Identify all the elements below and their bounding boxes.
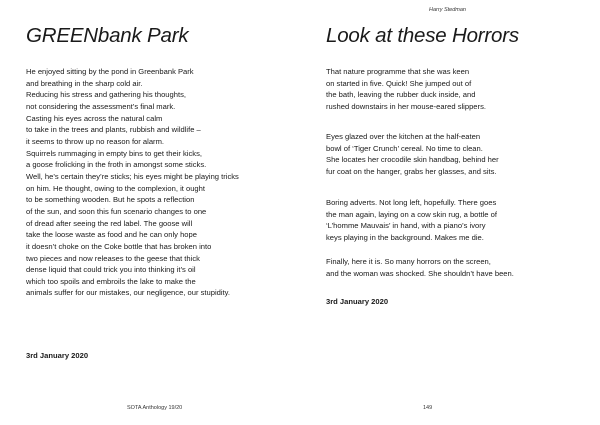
poem-line: not considering the assessment’s final mark. <box>26 101 176 111</box>
stanza <box>326 66 486 113</box>
poem-line: and breathing in the sharp cold air. <box>26 78 143 88</box>
page-number: 149 <box>423 405 433 411</box>
poem-line: Finally, here it is. So many horrors on the screen, <box>326 257 491 266</box>
poem-line: it doesn’t choke on the Coke bottle that has broken into <box>26 241 212 251</box>
stanza <box>326 131 499 178</box>
poem-line: two pieces and now releases to the geese that thick <box>26 253 200 263</box>
poem-title: GREENbank Park <box>26 24 189 47</box>
poem-line: Squirrels rummaging in empty bins to get their kicks, <box>26 148 202 158</box>
poem-line: He enjoyed sitting by the pond in Greenbank Park <box>26 67 194 76</box>
poem-line: That nature programme that she was keen <box>326 67 470 76</box>
poem-line: a goose frolicking in the froth in amongst some sticks. <box>26 160 207 170</box>
poem-line: of the sun, and soon this fun scenario changes to one <box>26 206 207 216</box>
poem-line: rushed downstairs in her mouse-eared slippers. <box>326 101 486 111</box>
poem-date: 3rd January 2020 <box>326 297 389 306</box>
poem-line: to be something wooden. But he spots a reflection <box>26 195 195 205</box>
poem-line: the bath, leaving the rubber duck inside, and <box>326 90 476 100</box>
poem-line: Eyes glazed over the kitchen at the half-eaten <box>326 132 481 141</box>
poem-line: ‘L’homme Mauvais’ in hand, with a piano’s ivory <box>326 221 486 231</box>
poem-line: and the woman was shocked. She shouldn’t have been. <box>326 268 514 278</box>
poem-line: keys playing in the background. Makes me die. <box>326 232 484 242</box>
poem-line: bowl of ‘Tiger Crunch’ cereal. No time to clean. <box>326 143 483 153</box>
poem-line: animals suffer for our mistakes, our negligence, our stupidity. <box>26 288 231 298</box>
poem-line: it seems to throw up no reason for alarm. <box>26 136 165 146</box>
poem-line: dense liquid that could trick you into thinking it’s oil <box>26 265 196 275</box>
poem-line: the man again, laying on a cow skin rug, a bottle of <box>326 209 497 219</box>
author-name: Harry Stedman <box>429 7 466 13</box>
poem-line: Boring adverts. Not long left, hopefully. There goes <box>326 198 497 207</box>
poem-line: of dread after seeing the red label. The goose will <box>26 218 193 228</box>
poem-line: She locates her crocodile skin handbag, behind her <box>326 155 499 165</box>
poem-line: to take in the trees and plants, rubbish and wildlife – <box>26 125 201 135</box>
poem-line: which too spoils and embroils the lake to make the <box>26 276 196 286</box>
poem-line: Casting his eyes across the natural calm <box>26 113 163 123</box>
poem-line: on started in five. Quick! She jumped out of <box>326 78 472 88</box>
stanza <box>326 256 514 279</box>
poem-line: fur coat on the hanger, grabs her glasses, and sits. <box>326 166 497 176</box>
poem-line: Reducing his stress and gathering his thoughts, <box>26 90 186 100</box>
right-page <box>300 0 600 425</box>
poem-date: 3rd January 2020 <box>26 351 89 360</box>
poem-body <box>26 66 239 299</box>
anthology-footer: SOTA Anthology 19/20 <box>127 405 183 411</box>
stanza <box>326 197 497 244</box>
poem-line: Well, he’s certain they’re sticks; his eyes might be playing tricks <box>26 171 239 181</box>
poem-line: on him. He thought, owing to the complexion, it ought <box>26 183 205 193</box>
poem-line: take the loose waste as food and he can only hope <box>26 230 197 240</box>
poem-title: Look at these Horrors <box>326 24 519 47</box>
